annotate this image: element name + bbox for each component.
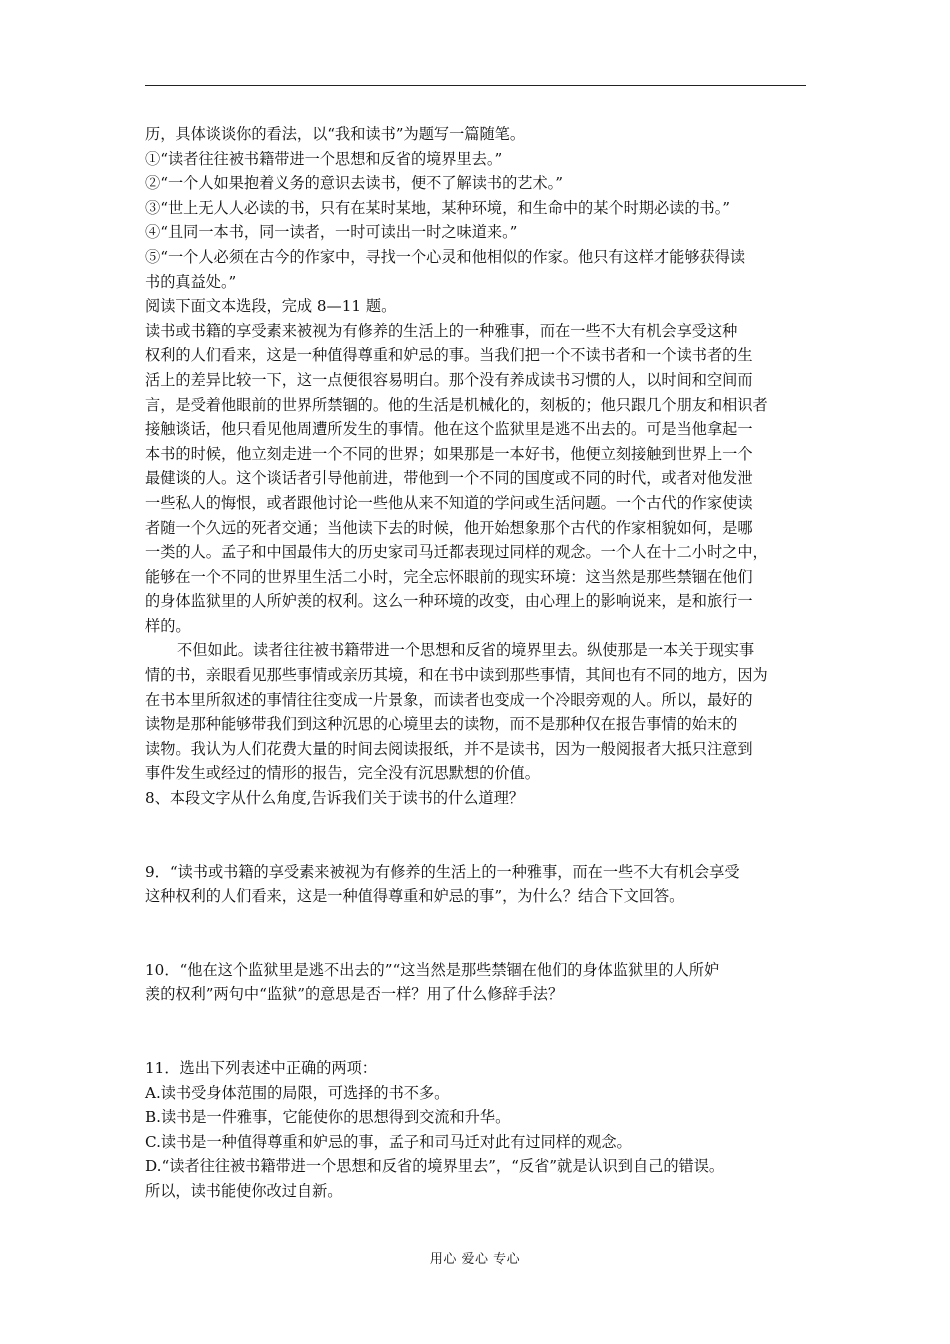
- quote-1: ①“读者往往被书籍带进一个思想和反省的境界里去。”: [145, 149, 503, 168]
- option-a: A.读书受身体范围的局限，可选择的书不多。: [145, 1083, 450, 1102]
- passage-line: 接触谈话，他只看见他周遭所发生的事情。他在这个监狱里是逃不出去的。可是当他拿起一: [145, 420, 753, 439]
- option-c: C.读书是一种值得尊重和妒忌的事，孟子和司马迁对此有过同样的观念。: [145, 1132, 632, 1151]
- passage-line: 的身体监狱里的人所妒羡的权利。这么一种环境的改变，由心理上的影响说来，是和旅行一: [145, 592, 753, 611]
- passage-paragraph-2: [145, 638, 809, 786]
- quote-2: ②“一个人如果抱着义务的意识去读书，便不了解读书的艺术。”: [145, 174, 563, 193]
- answer-space: [145, 811, 809, 860]
- page-footer: 用心 爱心 专心: [429, 1252, 521, 1267]
- passage-line: 读物。我认为人们花费大量的时间去阅读报纸，并不是读书，因为一般阅报者大抵只注意到: [145, 739, 753, 758]
- passage-line: 样的。: [145, 616, 191, 635]
- passage-line: 权利的人们看来，这是一种值得尊重和妒忌的事。当我们把一个不读书者和一个读书者的生: [145, 346, 753, 365]
- question-line: 9．“读书或书籍的享受素来被视为有修养的生活上的一种雅事，而在一些不大有机会享受: [145, 862, 740, 881]
- passage-line: 一些私人的悔恨，或者跟他讨论一些他从来不知道的学问或生活问题。一个古代的作家使读: [145, 493, 753, 512]
- passage-line: 能够在一个不同的世界里生活二小时，完全忘怀眼前的现实环境：这当然是那些禁锢在他们: [145, 567, 753, 586]
- question-11: [145, 1056, 809, 1204]
- quote-5-cont: 书的真益处。”: [145, 272, 237, 291]
- document-body: [145, 122, 809, 1204]
- option-d: D.“读者往往被书籍带进一个思想和反省的境界里去”，“反省”就是认识到自己的错误。: [145, 1157, 725, 1176]
- passage-line: 本书的时候，他立刻走进一个不同的世界；如果那是一本好书，他便立刻接触到世界上一个: [145, 444, 753, 463]
- passage-line: 读书或书籍的享受素来被视为有修养的生活上的一种雅事，而在一些不大有机会享受这种: [145, 321, 738, 340]
- passage-line: 在书本里所叙述的事情往往变成一片景象，而读者也变成一个冷眼旁观的人。所以，最好的: [145, 690, 753, 709]
- reading-instruction: 阅读下面文本选段，完成 8—11 题。: [145, 297, 397, 316]
- passage-line: 情的书，亲眼看见那些事情或亲历其境，和在书中读到那些事情，其间也有不同的地方，因为: [145, 666, 768, 685]
- quote-4: ④“且同一本书，同一读者，一时可读出一时之味道来。”: [145, 223, 518, 242]
- answer-space: [145, 909, 809, 958]
- passage-line: 言，是受着他眼前的世界所禁锢的。他的生活是机械化的，刻板的；他只跟几个朋友和相识者: [145, 395, 768, 414]
- passage-line: 最健谈的人。这个谈话者引导他前进，带他到一个不同的国度或不同的时代，或者对他发泄: [145, 469, 753, 488]
- option-b: B.读书是一件雅事，它能使你的思想得到交流和升华。: [145, 1108, 511, 1127]
- passage-line: 事件发生或经过的情形的报告，完全没有沉思默想的价值。: [145, 764, 540, 783]
- question-line: 羡的权利”两句中“监狱”的意思是否一样？用了什么修辞手法？: [145, 985, 564, 1004]
- intro-section: [145, 122, 809, 319]
- passage-paragraph-1: [145, 319, 809, 639]
- passage-line: 读物是那种能够带我们到这种沉思的心境里去的读物，而不是那种仅在报告事情的始末的: [145, 715, 738, 734]
- question-9: [145, 860, 809, 909]
- passage-line: 不但如此。读者往往被书籍带进一个思想和反省的境界里去。纵使那是一本关于现实事: [177, 641, 755, 660]
- header-rule: [145, 85, 806, 86]
- question-10: [145, 958, 809, 1007]
- passage-line: 活上的差异比较一下，这一点便很容易明白。那个没有养成读书习惯的人，以时间和空间而: [145, 370, 753, 389]
- passage-line: 者随一个久远的死者交通；当他读下去的时候，他开始想象那个古代的作家相貌如何，是哪: [145, 518, 753, 537]
- question-line: 10．“他在这个监狱里是逃不出去的”“这当然是那些禁锢在他们的身体监狱里的人所妒: [145, 960, 720, 979]
- quote-3: ③“世上无人人必读的书，只有在某时某地，某种环境，和生命中的某个时期必读的书。”: [145, 198, 731, 217]
- text-line: 历，具体谈谈你的看法，以“我和读书”为题写一篇随笔。: [145, 125, 526, 143]
- quote-5: ⑤“一个人必须在古今的作家中，寻找一个心灵和他相似的作家。他只有这样才能够获得读: [145, 247, 746, 266]
- passage-line: 一类的人。孟子和中国最伟大的历史家司马迁都表现过同样的观念。一个人在十二小时之中，: [145, 543, 768, 562]
- question-stem: 11．选出下列表述中正确的两项：: [145, 1059, 377, 1077]
- question-8: 8、本段文字从什么角度,告诉我们关于读书的什么道理？: [145, 789, 524, 808]
- answer-space: [145, 1007, 809, 1056]
- question-line: 这种权利的人们看来，这是一种值得尊重和妒忌的事”，为什么？结合下文回答。: [145, 887, 685, 906]
- option-d-cont: 所以，读书能使你改过自新。: [145, 1181, 343, 1200]
